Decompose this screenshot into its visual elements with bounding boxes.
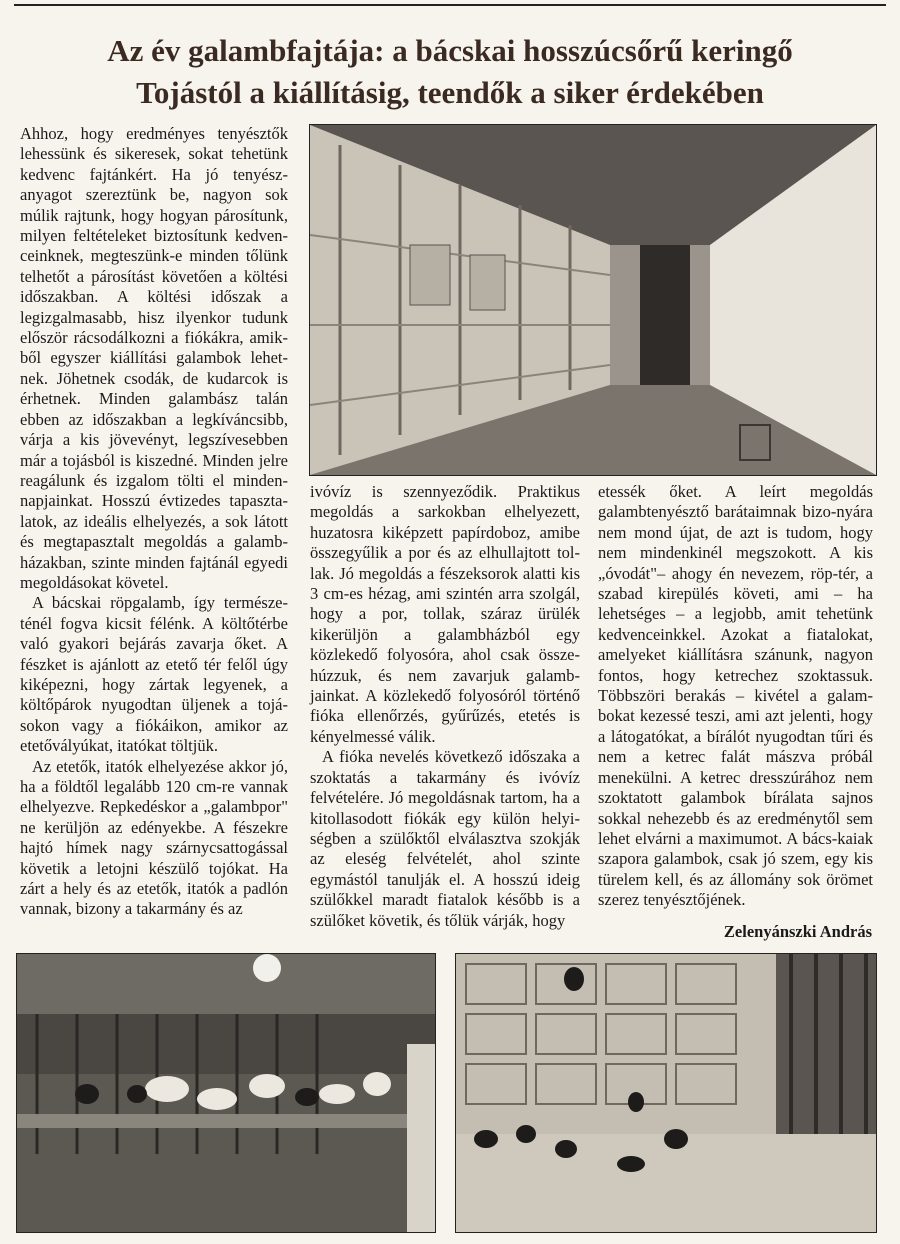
paragraph: Az etetők, itatók elhelyezése akkor jó, ha a földtől legalább 120 cm-re vannak elhelyezve. Repkedéskor a „galambpor" ne kerüljön az edényekbe. A fészekre hajtó hímek nagy szárnycsattogással követik a letojni készülő tojókat. Ha zárt a hely és az etetők, itatók a padlón vannak, bizony a takarmány és az (20, 756, 288, 919)
top-rule (14, 4, 886, 6)
article-headline (0, 30, 900, 114)
paragraph: ivóvíz is szennyeződik. Praktikus megoldás a sarkokban elhelyezett, huzatosra kiképzett papírdoboz, amibe összegyűlik a por és az elhullajtott tol-lak. Jó megoldás a fészeksorok alatti kis 3 cm-es hézag, ami szintén arra szolgál, hogy a por, tollak, száraz ürülék kikerüljön a galambházból egy közlekedő folyosóra, ahol csak össze-húzzuk, és nem zavarjuk galamb-jainkat. A közlekedő folyosóról történő fióka ellenőrzés, gyűrűzés, etetés is kényelmessé válik. (310, 482, 580, 746)
text-column-1 (20, 124, 288, 920)
paragraph: A bácskai röpgalamb, így természe-ténél fogva kicsit félénk. A költőtérbe való gyakori bejárás zavarja őket. A fészket is ajánlott az etető tér felől úgy kiképezni, hogy zártak legyenek, a költőpárok nyugodtan üljenek a tojá-sokon vagy a fiókáikon, amikor az etetővályúkat, itatókat töltjük. (20, 593, 288, 756)
paragraph: Ahhoz, hogy eredményes tenyésztők lehessünk és sikeresek, sokat tehetünk kedvenc fajtánkért. Ha jó tenyész-anyagot szereztünk be, nagyon sok múlik rajtunk, hogy hogyan párosítunk, milyen feltételeket biztosítunk kedven-ceinknek, megteszünk-e minden tőlünk telhetőt a párosítást követően a költési időszakban. A költési időszak a legizgalmasabb, hisz ilyenkor tudunk először rácsodálkozni a fiókákra, amik-ből egyszer kiállítási galambok lehet-nek. Jöhetnek csodák, de kudarcok is érhetnek. Minden galambász talán ebben az időszakban a legkíváncsibb, várja a kis jövevényt, legszívesebben már a tojásból is kiszedné. Minden jelre reagálunk és izgalom tölti el minden-napjainkat. Hosszú évtizedes tapaszta-latok, az ideális elhelyezés, a sok látott és megtapasztalt megoldás a galamb-házakban, szinte minden fajtánál egyedi megoldásokat követel. (20, 124, 288, 592)
paragraph: A fióka nevelés következő időszaka a szoktatás a takarmány és ivóvíz felvételére. Jó megoldásnak tartom, ha a kitollasodott fiókák egy külön helyi-ségben a szülőktől elválasztva szokják az eleség felvételét, ahol szinte egymástól tanulják el. A hosszú ideig szülőkkel maradt fiatalok később is a szülőket követik, és tőlük várják, hogy (310, 747, 580, 930)
headline-subtitle: Tojástól a kiállításig, teendők a siker érdekében (136, 75, 764, 110)
author-signature: Zelenyánszki András (723, 922, 872, 941)
paragraph: etessék őket. A leírt megoldás galambtenyésztő barátaimnak bizo-nyára nem mond újat, de azt is tudom, hogy nem mindenkinél megszokott. A kis „óvodát"– ahogy én nevezem, röp-tér, a szabad kirepülés követi, ami – ha lehetséges – a legjobb, amit tehetünk kedvenceinkkel. Azokat a fiatalokat, amelyeket kiállításra szánunk, nagyon fontos, hogy ketrechez szoktassuk. Többszöri berakás – kivétel a galam-bokat kezessé teszi, ami azt jelenti, hogy a látogatókat, a bírálót nyugodtan tűri és nem a ketrec falát mászva próbál menekülni. A ketrec dresszúrához nem szoktatott galambok bírálata sajnos sokkal nehezebb és az eredménytől sem lehet elvárni a maximumot. A bács-kaiak szapora galambok, csak jó szem, egy kis türelem kell, és az állomány sok örömet szerez tenyésztőjének. (598, 482, 873, 910)
loft-corridor-photo (309, 124, 877, 476)
pigeons-on-perch-photo (16, 953, 436, 1233)
text-column-2 (310, 482, 580, 931)
loft-interior-pigeons-photo (455, 953, 877, 1233)
text-column-3 (598, 482, 873, 911)
headline-title: Az év galambfajtája: a bácskai hosszúcsőrű keringő (107, 33, 793, 68)
